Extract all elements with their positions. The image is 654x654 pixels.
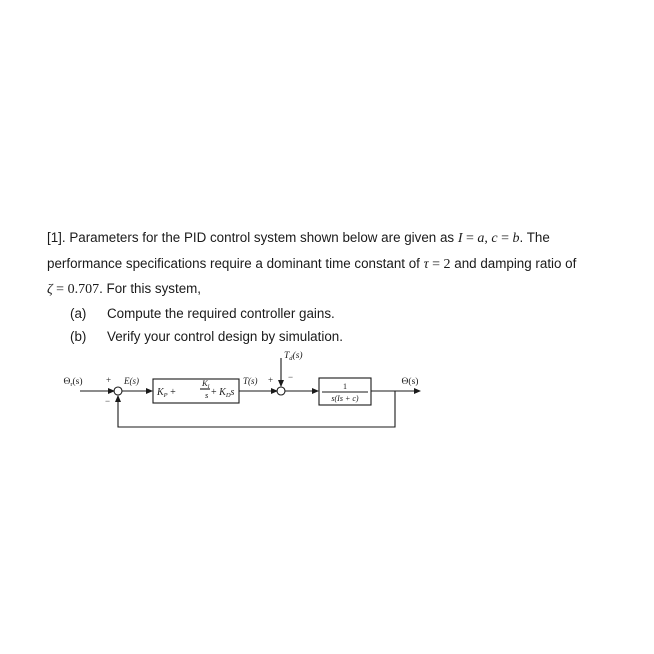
- sum2-plus-sign: +: [268, 375, 274, 385]
- symbol-tau: τ: [423, 257, 429, 272]
- equals-sign: =: [497, 231, 513, 246]
- summing-junction-2: [277, 387, 285, 395]
- problem-text: and damping ratio of: [450, 256, 577, 271]
- part-a-text: Compute the required controller gains.: [107, 306, 335, 321]
- sum1-plus-sign: +: [106, 375, 112, 385]
- plant-denominator: s(Is + c): [331, 394, 359, 403]
- problem-text: . For this system,: [99, 281, 202, 296]
- problem-text: performance specifications require a dominant time constant of: [47, 256, 424, 271]
- output-label: Θ(s): [401, 377, 419, 387]
- problem-text: [1]. Parameters for the PID control system shown below are given as: [47, 230, 458, 245]
- summing-junction-1: [114, 387, 122, 395]
- controller-kd-term: + $K_Ds$: [211, 387, 235, 399]
- tau-value: = 2: [428, 257, 451, 272]
- comma: ,: [484, 231, 492, 246]
- part-a-label: (a): [70, 306, 87, 321]
- error-label: E(s): [124, 376, 139, 386]
- controller-ki-term: $K_I$: [202, 378, 210, 390]
- sum1-minus-sign: −: [105, 396, 111, 406]
- part-b-label: (b): [70, 329, 87, 344]
- symbol-I: I: [457, 231, 463, 246]
- symbol-c: c: [491, 231, 498, 246]
- symbol-b: b: [512, 231, 520, 246]
- symbol-zeta: ζ: [47, 282, 53, 297]
- input-label: $\Theta_r(s)$: [63, 377, 83, 388]
- symbol-a: a: [477, 231, 485, 246]
- part-b-text: Verify your control design by simulation.: [107, 329, 343, 344]
- torque-label: T(s): [243, 376, 258, 386]
- pid-controller-block: [153, 379, 239, 403]
- controller-kp-term: $K_P$ +: [157, 387, 176, 399]
- equals-sign: =: [462, 231, 478, 246]
- disturbance-label: $T_d(s)$: [284, 351, 303, 362]
- zeta-value: = 0.707: [52, 282, 100, 297]
- sum2-minus-sign: −: [288, 372, 294, 382]
- controller-ki-denominator: s: [205, 390, 209, 400]
- plant-numerator: 1: [343, 382, 347, 391]
- problem-text: . The: [519, 230, 550, 245]
